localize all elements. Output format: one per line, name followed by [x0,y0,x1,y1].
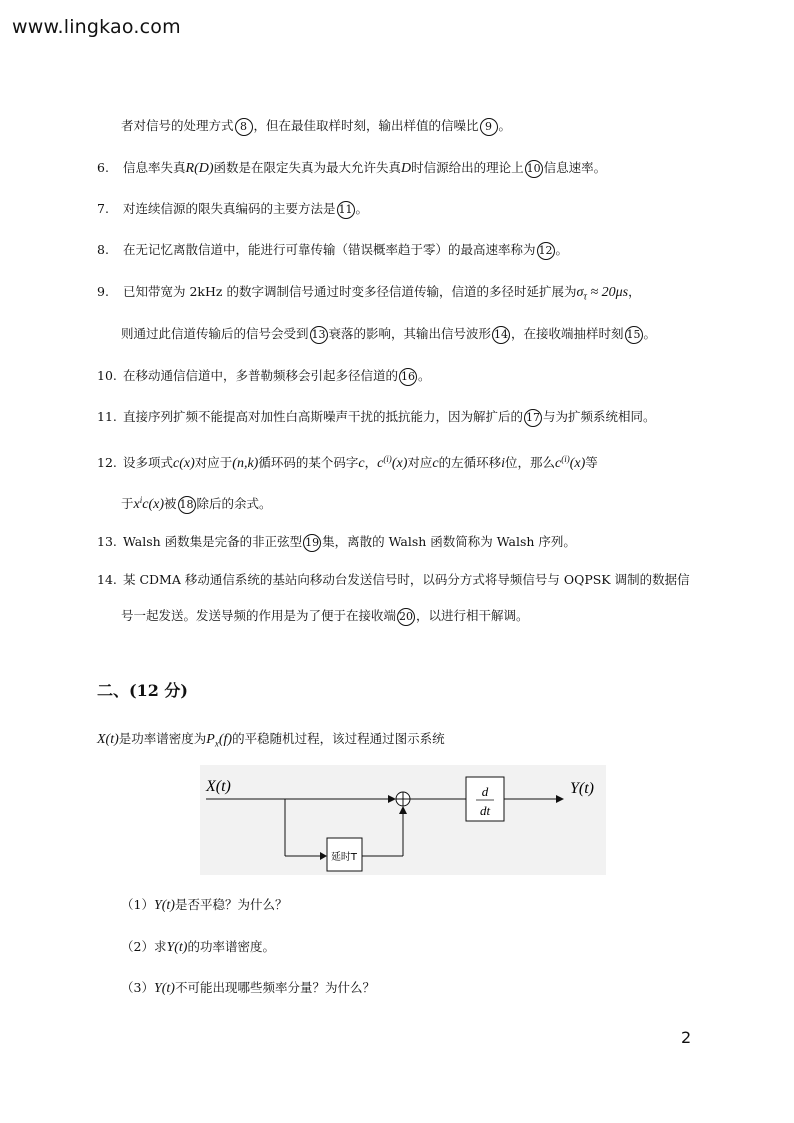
question-1: （1）Y(t)是否平稳？为什么？ [121,897,288,913]
section-2-heading: 二、(12 分) [97,681,188,700]
blank-18: 18 [178,496,196,514]
item-9: 9. 已知带宽为 2kHz 的数字调制信号通过时变多径信道传输，信道的多径时延扩展为$\sigma_\tau \approx 20\mu s$， [97,284,641,303]
question-2: （2）求Y(t)的功率谱密度。 [121,939,275,955]
blank-13: 13 [310,326,328,344]
item-10: 10. 在移动通信信道中，多普勒频移会引起多径信道的 16 。 [97,366,431,386]
system-block-diagram [200,765,606,875]
question-3: （3）Y(t)不可能出现哪些频率分量？为什么？ [121,980,375,996]
item-5-continuation: 者对信号的处理方式 8 ，但在最佳取样时刻，输出样值的信噪比 9 。 [121,116,511,136]
blank-16: 16 [399,368,417,386]
blank-9: 9 [480,118,498,136]
diff-numerator: d [481,784,489,799]
input-label: X(t) [206,778,231,795]
item-13: 13. Walsh 函数集是完备的非正弦型 19 集，离散的 Walsh 函数简称为 Walsh 序列。 [97,532,576,552]
item-14: 14. 某 CDMA 移动通信系统的基站向移动台发送信号时，以码分方式将导频信号与 OQPSK 调制的数据信 [97,572,690,587]
blank-10: 10 [525,160,543,178]
page-number: 2 [681,1028,692,1047]
item-6: 6. 信息率失真R(D)函数是在限定失真为最大允许失真D时信源给出的理论上 10 信息速率。 [97,160,607,176]
item-12-continuation: 于$x^ic(x)$被 18 除后的余式。 [121,495,272,513]
item-14-continuation: 号一起发送。发送导频的作用是为了便于在接收端 20 ，以进行相干解调。 [121,606,529,626]
section-2-intro: X(t)是功率谱密度为$P_x(f)$的平稳随机过程，该过程通过图示系统 [97,731,445,749]
item-9-continuation: 则通过此信道传输后的信号会受到 13 衰落的影响，其输出信号波形 14 ，在接收端抽样时刻 15 。 [121,324,656,344]
blank-15: 15 [625,326,643,344]
blank-8: 8 [235,118,253,136]
blank-19: 19 [303,534,321,552]
item-7: 7. 对连续信源的限失真编码的主要方法是 11 。 [97,199,368,219]
delay-label: 延时T [330,852,358,863]
item-8: 8. 在无记忆离散信道中，能进行可靠传输（错误概率趋于零）的最高速率称为 12 。 [97,240,568,260]
watermark: www.lingkao.com [12,16,181,38]
item-11: 11. 直接序列扩频不能提高对加性白高斯噪声干扰的抵抗能力，因为解扩后的 17 与为扩频系统相同。 [97,407,656,427]
blank-12: 12 [537,242,555,260]
output-label: Y(t) [570,780,594,797]
blank-17: 17 [524,409,542,427]
blank-20: 20 [397,608,415,626]
diff-denominator: dt [479,803,491,818]
blank-14: 14 [492,326,510,344]
item-12: 12. 设多项式c(x)对应于(n,k)循环码的某个码字c，$c^{(i)}(x)$对应c的左循环移i位，那么$c^{(i)}(x)$等 [97,454,598,472]
blank-11: 11 [337,201,355,219]
